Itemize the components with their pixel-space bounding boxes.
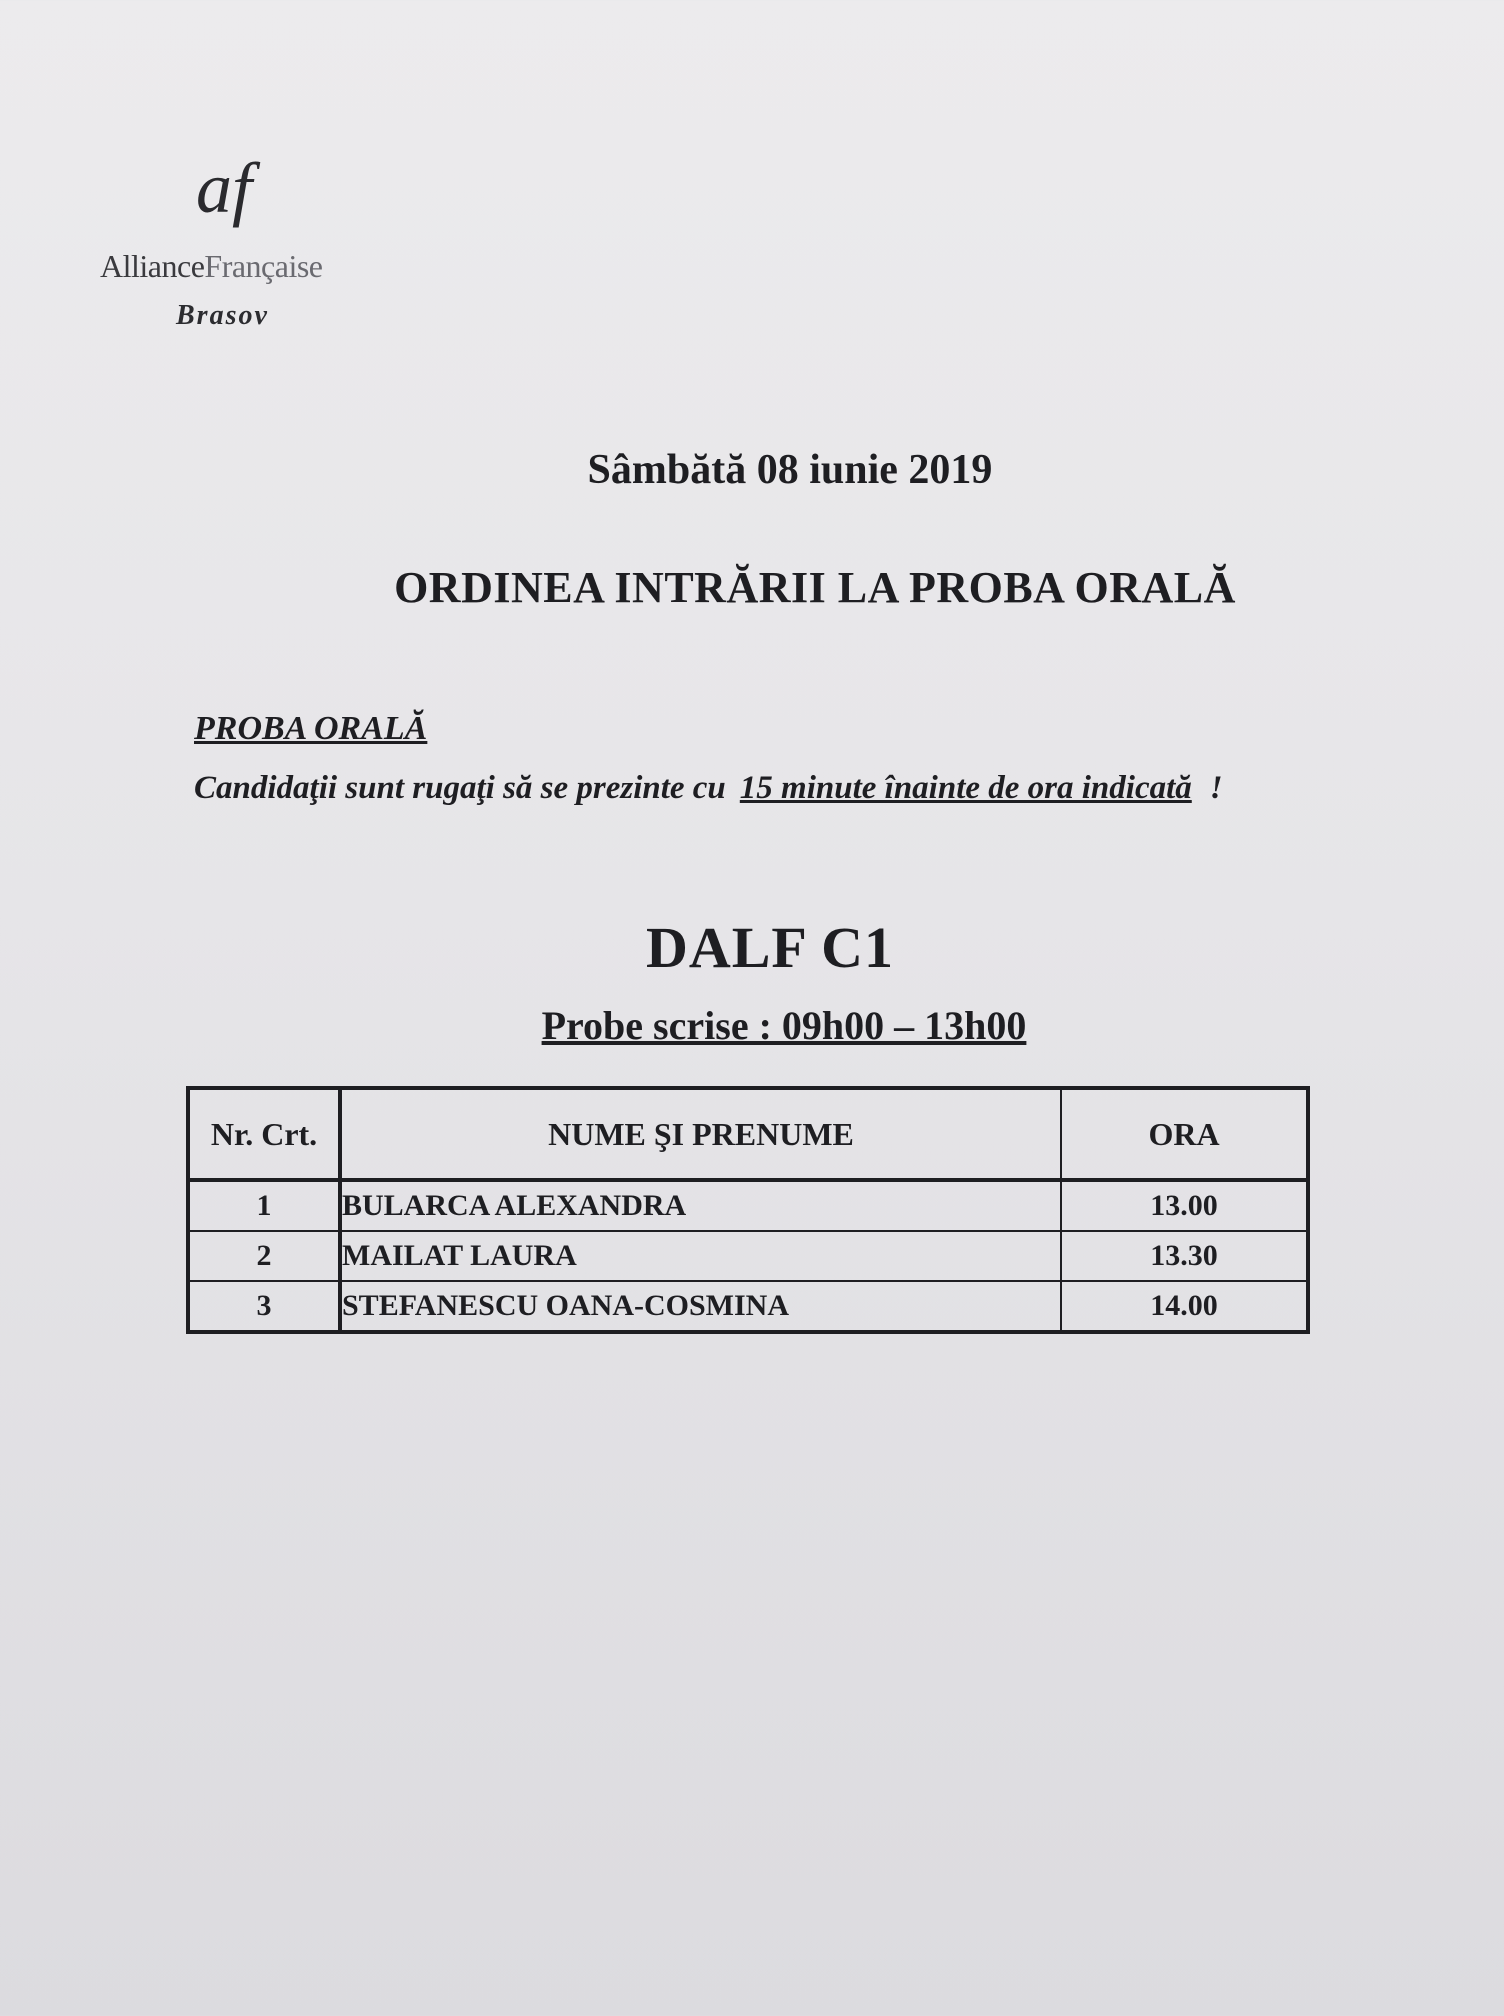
written-schedule: Probe scrise : 09h00 – 13h00 — [541, 1003, 1027, 1048]
row-ora: 14.00 — [1061, 1281, 1308, 1332]
exam-name: DALF C1 — [645, 915, 895, 980]
notice-text: Candidaţii sunt rugaţi să se prezinte cu — [194, 770, 726, 806]
header-name: NUME ŞI PRENUME — [340, 1088, 1061, 1180]
row-name: BULARCA ALEXANDRA — [340, 1180, 1061, 1231]
document-date: Sâmbătă 08 iunie 2019 — [587, 447, 993, 493]
notice-emphasis: 15 minute înainte de ora indicată — [739, 770, 1192, 806]
logo-name-part2: Française — [204, 248, 323, 284]
row-name: STEFANESCU OANA-COSMINA — [340, 1281, 1061, 1332]
section-label: PROBA ORALĂ — [194, 710, 428, 747]
logo-city: Brasov — [176, 300, 269, 331]
row-nr: 1 — [188, 1180, 340, 1231]
table-header-row — [188, 1088, 1308, 1180]
svg-text:af: af — [196, 148, 253, 228]
notice-suffix: ! — [1209, 770, 1223, 806]
row-ora: 13.30 — [1061, 1231, 1308, 1281]
row-ora: 13.00 — [1061, 1180, 1308, 1231]
candidate-notice — [194, 770, 1223, 807]
logo-name — [100, 248, 400, 285]
header-nr: Nr. Crt. — [188, 1088, 340, 1180]
row-nr: 3 — [188, 1281, 340, 1332]
af-monogram-icon — [194, 140, 294, 250]
row-nr: 2 — [188, 1231, 340, 1281]
logo-name-part1: Alliance — [100, 248, 205, 284]
table-row — [188, 1180, 1308, 1231]
candidate-table — [186, 1086, 1310, 1334]
table-row — [188, 1231, 1308, 1281]
table-row — [188, 1281, 1308, 1332]
document-title: ORDINEA INTRĂRII LA PROBA ORALĂ — [394, 563, 1236, 612]
header-ora: ORA — [1061, 1088, 1308, 1180]
row-name: MAILAT LAURA — [340, 1231, 1061, 1281]
